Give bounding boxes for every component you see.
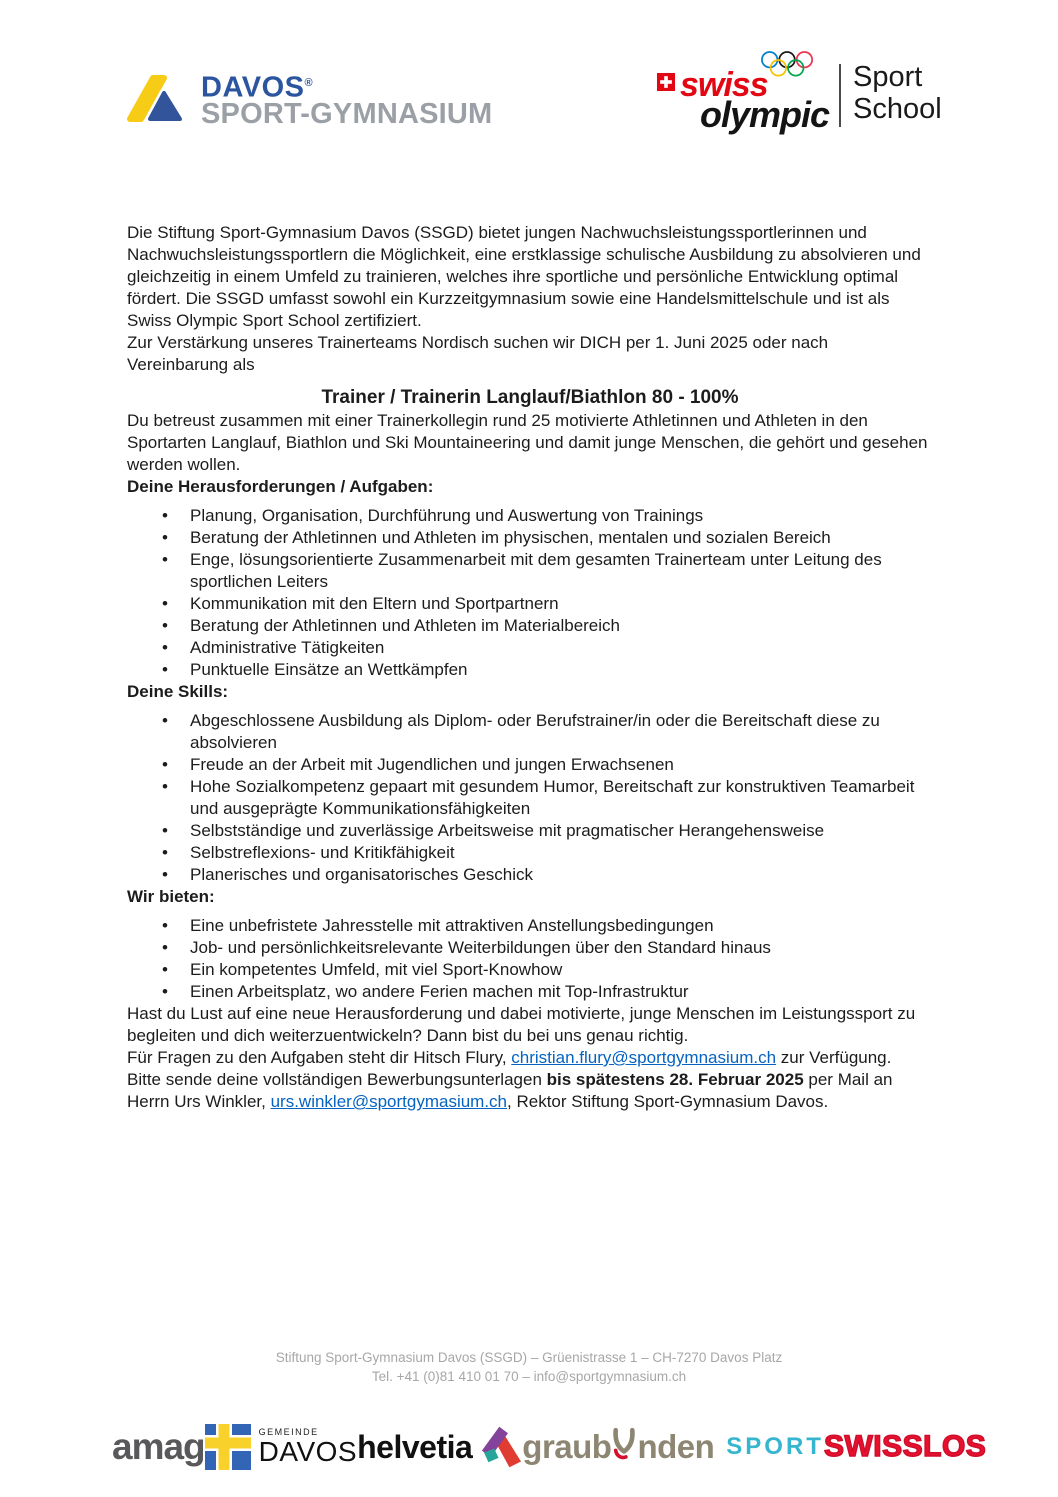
list-item: • Planung, Organisation, Durchführung und Auswertung von Trainings xyxy=(190,505,933,527)
application-paragraph xyxy=(127,1069,933,1113)
davos-wordmark: DAVOS xyxy=(201,71,305,104)
list-item: • Enge, lösungsorientierte Zusammenarbeit mit dem gesamten Trainerteam unter Leitung des sportlichen Leiters xyxy=(190,549,933,593)
list-item: • Beratung der Athletinnen und Athleten im Materialbereich xyxy=(190,615,933,637)
sport-school-label xyxy=(853,61,942,125)
list-item: • Hohe Sozialkompetenz gepaart mit gesundem Humor, Bereitschaft zur konstruktiven Teamarbeit und ausgeprägte Kommunikationsfähigkeiten xyxy=(190,776,933,820)
application-text-after: , Rektor Stiftung Sport-Gymnasium Davos. xyxy=(507,1092,829,1111)
application-deadline: bis spätestens 28. Februar 2025 xyxy=(546,1070,804,1089)
list-item: • Administrative Tätigkeiten xyxy=(190,637,933,659)
amag-logo: amag xyxy=(112,1426,205,1467)
davos-label: DAVOS xyxy=(258,1436,358,1467)
davos-sportgymnasium-logo xyxy=(126,70,492,128)
olympic-rings-icon xyxy=(760,50,816,80)
list-item: • Job- und persönlichkeitsrelevante Weiterbildungen über den Standard hinaus xyxy=(190,937,933,959)
list-item: • Abgeschlossene Ausbildung als Diplom- oder Berufstrainer/in oder die Bereitschaft diese zu absolvieren xyxy=(190,710,933,754)
intro-paragraph: Die Stiftung Sport-Gymnasium Davos (SSGD) bietet jungen Nachwuchsleistungssportlerinnen und Nachwuchsleistungssportlern die Möglichkeit, eine erstklassige schulische Ausbildung zu absolvieren und gleichzeitig in einem Umfeld zu trainieren, welches ihre sportliche und persönliche Entwicklung optimal fördert. Die SSGD umfasst sowohl ein Kurzzeitgymnasium sowie eine Handelsmittelschule und ist als Swiss Olympic Sport School zertifiziert. xyxy=(127,223,921,330)
list-item: • Selbstständige und zuverlässige Arbeitsweise mit pragmatischer Herangehensweise xyxy=(190,820,933,842)
helvetia-wordmark: helvetia xyxy=(357,1428,473,1465)
contact-email-link[interactable]: christian.flury@sportgymnasium.ch xyxy=(511,1048,777,1067)
swiss-olympic-sport-school-logo xyxy=(655,52,945,147)
swiss-cross-icon xyxy=(657,73,675,91)
list-item: • Planerisches und organisatorisches Geschick xyxy=(190,864,933,886)
application-text-before: Bitte sende deine vollständigen Bewerbungsunterlagen xyxy=(127,1070,547,1089)
closing-paragraph: Hast du Lust auf eine neue Herausforderung und dabei motivierte, junge Menschen im Leistungssport zu begleiten und dich weiterzuentwickeln? Dann bist du bei uns genau richtig. xyxy=(127,1004,916,1045)
list-item: • Einen Arbeitsplatz, wo andere Ferien machen mit Top-Infrastruktur xyxy=(190,981,933,1003)
contact-text-after: zur Verfügung. xyxy=(776,1048,892,1067)
section-heading-wir-bieten: Wir bieten: xyxy=(127,887,215,906)
davos-flag-icon xyxy=(205,1424,251,1470)
davos-mountain-icon xyxy=(126,70,192,124)
application-text-middle: per Mail an Herrn Urs Winkler, xyxy=(127,1070,893,1111)
davos-logo-text xyxy=(201,71,492,128)
gemeinde-davos-text xyxy=(259,1427,357,1467)
contact-text-before: Für Fragen zu den Aufgaben steht dir Hitsch Flury, xyxy=(127,1048,512,1067)
school-label: School xyxy=(853,93,942,125)
davos-logo-subtitle: SPORT-GYMNASIUM xyxy=(201,97,493,130)
list-item: • Freude an der Arbeit mit Jugendlichen und jungen Erwachsenen xyxy=(190,754,933,776)
gemeinde-davos-logo xyxy=(205,1424,357,1470)
logo-divider xyxy=(839,64,841,127)
graubuenden-wordmark-right: nden xyxy=(637,1428,715,1465)
olympic-wordmark: olympic xyxy=(700,94,830,135)
list-item: • Selbstreflexions- und Kritikfähigkeit xyxy=(190,842,933,864)
davos-logo-name xyxy=(201,71,492,104)
helvetia-triangle-icon xyxy=(478,1426,522,1468)
section-heading-skills: Deine Skills: xyxy=(127,682,229,701)
list-item: • Kommunikation mit den Eltern und Sportpartnern xyxy=(190,593,933,615)
swisslos-logo: SWISSLOS xyxy=(823,1430,987,1463)
job-title: Trainer / Trainerin Langlauf/Biathlon 80 - 100% xyxy=(321,387,739,408)
document-body xyxy=(127,222,933,1113)
sport-label: Sport xyxy=(853,61,923,93)
wir-bieten-list xyxy=(127,915,933,1003)
footer-phone: Tel. +41 (0)81 410 01 70 – info@sportgymnasium.ch xyxy=(371,1369,687,1384)
footer-contact-block xyxy=(0,1348,1058,1386)
ibex-horns-icon xyxy=(612,1427,636,1461)
swiss-wordmark: swiss xyxy=(680,66,768,104)
list-item: • Punktuelle Einsätze an Wettkämpfen xyxy=(190,659,933,681)
list-item: • Eine unbefristete Jahresstelle mit attraktiven Anstellungsbedingungen xyxy=(190,915,933,937)
aufgaben-list xyxy=(127,505,933,681)
gemeinde-label: GEMEINDE xyxy=(258,1427,319,1437)
sponsor-logo-row xyxy=(112,1412,987,1482)
registered-mark: ® xyxy=(304,77,314,89)
graubuenden-sport-label: SPORT xyxy=(726,1433,824,1460)
helvetia-logo xyxy=(357,1426,522,1468)
list-item: • Beratung der Athletinnen und Athleten im physischen, mentalen und sozialen Bereich xyxy=(190,527,933,549)
skills-list xyxy=(127,710,933,886)
footer-address: Stiftung Sport-Gymnasium Davos (SSGD) – Grüenistrasse 1 – CH-7270 Davos Platz xyxy=(275,1350,783,1365)
contact-paragraph xyxy=(127,1047,933,1069)
graubuenden-wordmark-left: graub xyxy=(522,1428,612,1465)
application-email-link[interactable]: urs.winkler@sportgymasium.ch xyxy=(270,1092,508,1111)
role-description-paragraph: Du betreust zusammen mit einer Trainerkollegin rund 25 motivierte Athletinnen und Athleten in den Sportarten Langlauf, Biathlon und Ski Mountaineering und damit junge Menschen, die gehört und gesehen werden wollen. xyxy=(127,411,928,474)
vacancy-intro-paragraph: Zur Verstärkung unseres Trainerteams Nordisch suchen wir DICH per 1. Juni 2025 oder nach Vereinbarung als xyxy=(127,333,829,374)
section-heading-aufgaben: Deine Herausforderungen / Aufgaben: xyxy=(127,477,434,496)
list-item: • Ein kompetentes Umfeld, mit viel Sport-Knowhow xyxy=(190,959,933,981)
graubuenden-sport-logo xyxy=(522,1428,824,1466)
